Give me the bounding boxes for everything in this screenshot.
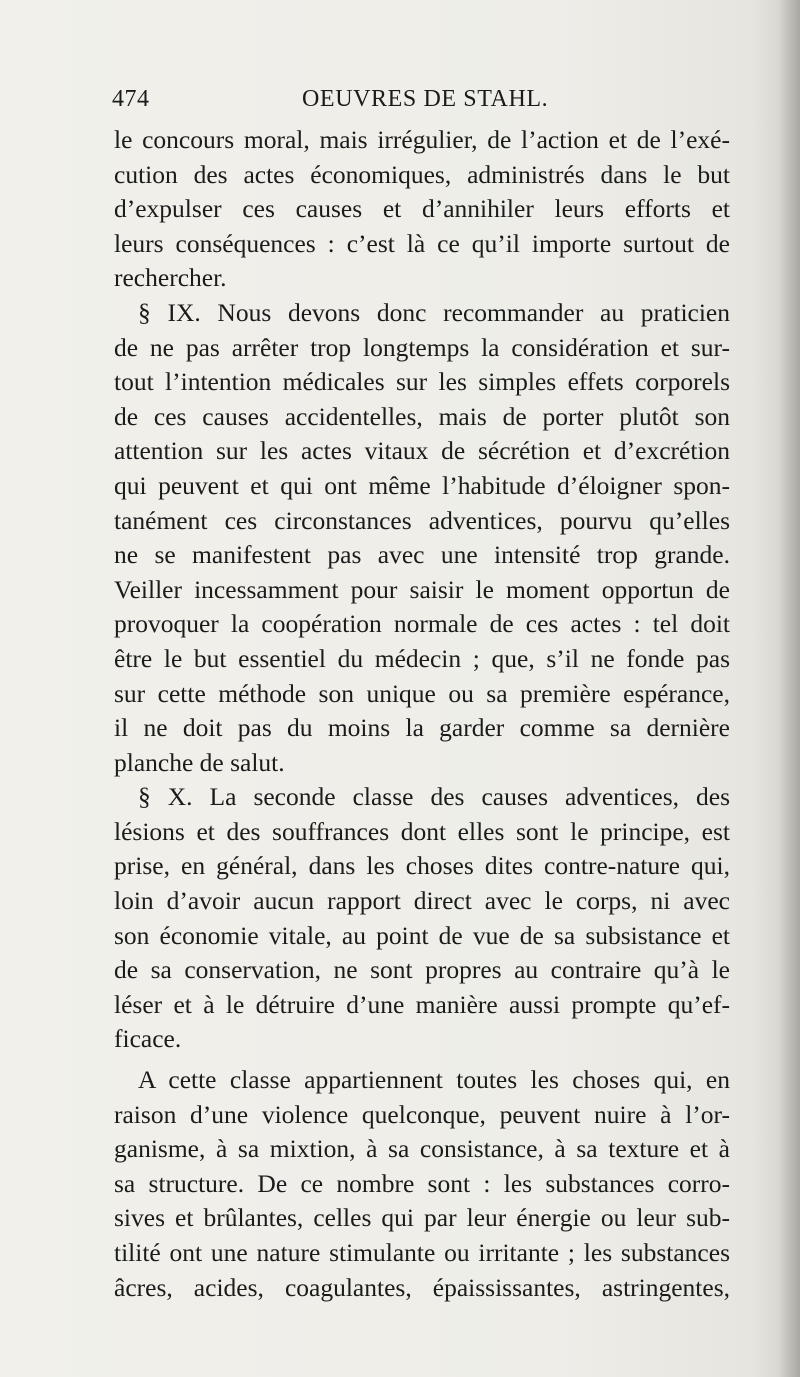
text-line: tanément ces circonstances adventices, pourvu qu’elles — [114, 505, 730, 535]
text-line: § X. La seconde classe des causes adventices, des — [138, 782, 730, 812]
text-line: provoquer la coopération normale de ces actes : tel doit — [114, 609, 730, 639]
text-line: léser et à le détruire d’une manière aussi prompte qu’ef- — [114, 989, 730, 1019]
text-line: de ces causes accidentelles, mais de porter plutôt son — [114, 401, 730, 431]
text-line: Veiller incessamment pour saisir le moment opportun de — [114, 574, 730, 604]
text-line: ficace. — [114, 1024, 182, 1054]
page-header — [112, 86, 730, 126]
body-text — [114, 123, 730, 1305]
page-number: 474 — [112, 86, 150, 112]
text-line: d’expulser ces causes et d’annihiler leurs efforts et — [114, 194, 730, 224]
page-edge-shadow — [778, 0, 800, 1377]
text-line: âcres, acides, coagulantes, épaississantes, astringentes, — [114, 1272, 730, 1302]
text-line: attention sur les actes vitaux de sécrétion et d’excrétion — [114, 436, 730, 466]
text-line: raison d’une violence quelconque, peuvent nuire à l’or- — [114, 1099, 730, 1129]
text-line: de ne pas arrêter trop longtemps la considération et sur- — [114, 332, 730, 362]
text-line: rechercher. — [114, 263, 227, 293]
text-line: tout l’intention médicales sur les simples effets corporels — [114, 367, 730, 397]
text-line: cution des actes économiques, administrés dans le but — [114, 159, 730, 189]
text-line: le concours moral, mais irrégulier, de l’action et de l’exé- — [114, 125, 730, 154]
text-line: ganisme, à sa mixtion, à sa consistance, à sa texture et à — [114, 1134, 730, 1164]
text-line: lésions et des souffrances dont elles sont le principe, est — [114, 816, 730, 846]
text-line: tilité ont une nature stimulante ou irritante ; les substances — [114, 1238, 730, 1267]
text-line: A cette classe appartiennent toutes les choses qui, en — [138, 1065, 730, 1095]
text-line: son économie vitale, au point de vue de sa subsistance et — [114, 920, 730, 950]
text-line: il ne doit pas du moins la garder comme sa dernière — [114, 713, 730, 743]
text-line: sa structure. De ce nombre sont : les substances corro- — [114, 1168, 730, 1198]
text-line: loin d’avoir aucun rapport direct avec le corps, ni avec — [114, 886, 730, 916]
text-line: sur cette méthode son unique ou sa première espérance, — [114, 678, 730, 708]
text-line: leurs conséquences : c’est là ce qu’il importe surtout de — [114, 228, 730, 258]
text-line: prise, en général, dans les choses dites contre-nature qui, — [114, 851, 730, 881]
text-line: qui peuvent et qui ont même l’habitude d’éloigner spon- — [114, 470, 730, 500]
text-line: de sa conservation, ne sont propres au contraire qu’à le — [114, 955, 730, 985]
running-title: OEUVRES DE STAHL. — [302, 86, 549, 112]
text-line: § IX. Nous devons donc recommander au praticien — [138, 297, 730, 327]
text-line: être le but essentiel du médecin ; que, s’il ne fonde pas — [114, 643, 730, 673]
text-line: sives et brûlantes, celles qui par leur énergie ou leur sub- — [114, 1203, 730, 1233]
text-line: ne se manifestent pas avec une intensité trop grande. — [114, 540, 730, 570]
text-line: planche de salut. — [114, 747, 285, 777]
